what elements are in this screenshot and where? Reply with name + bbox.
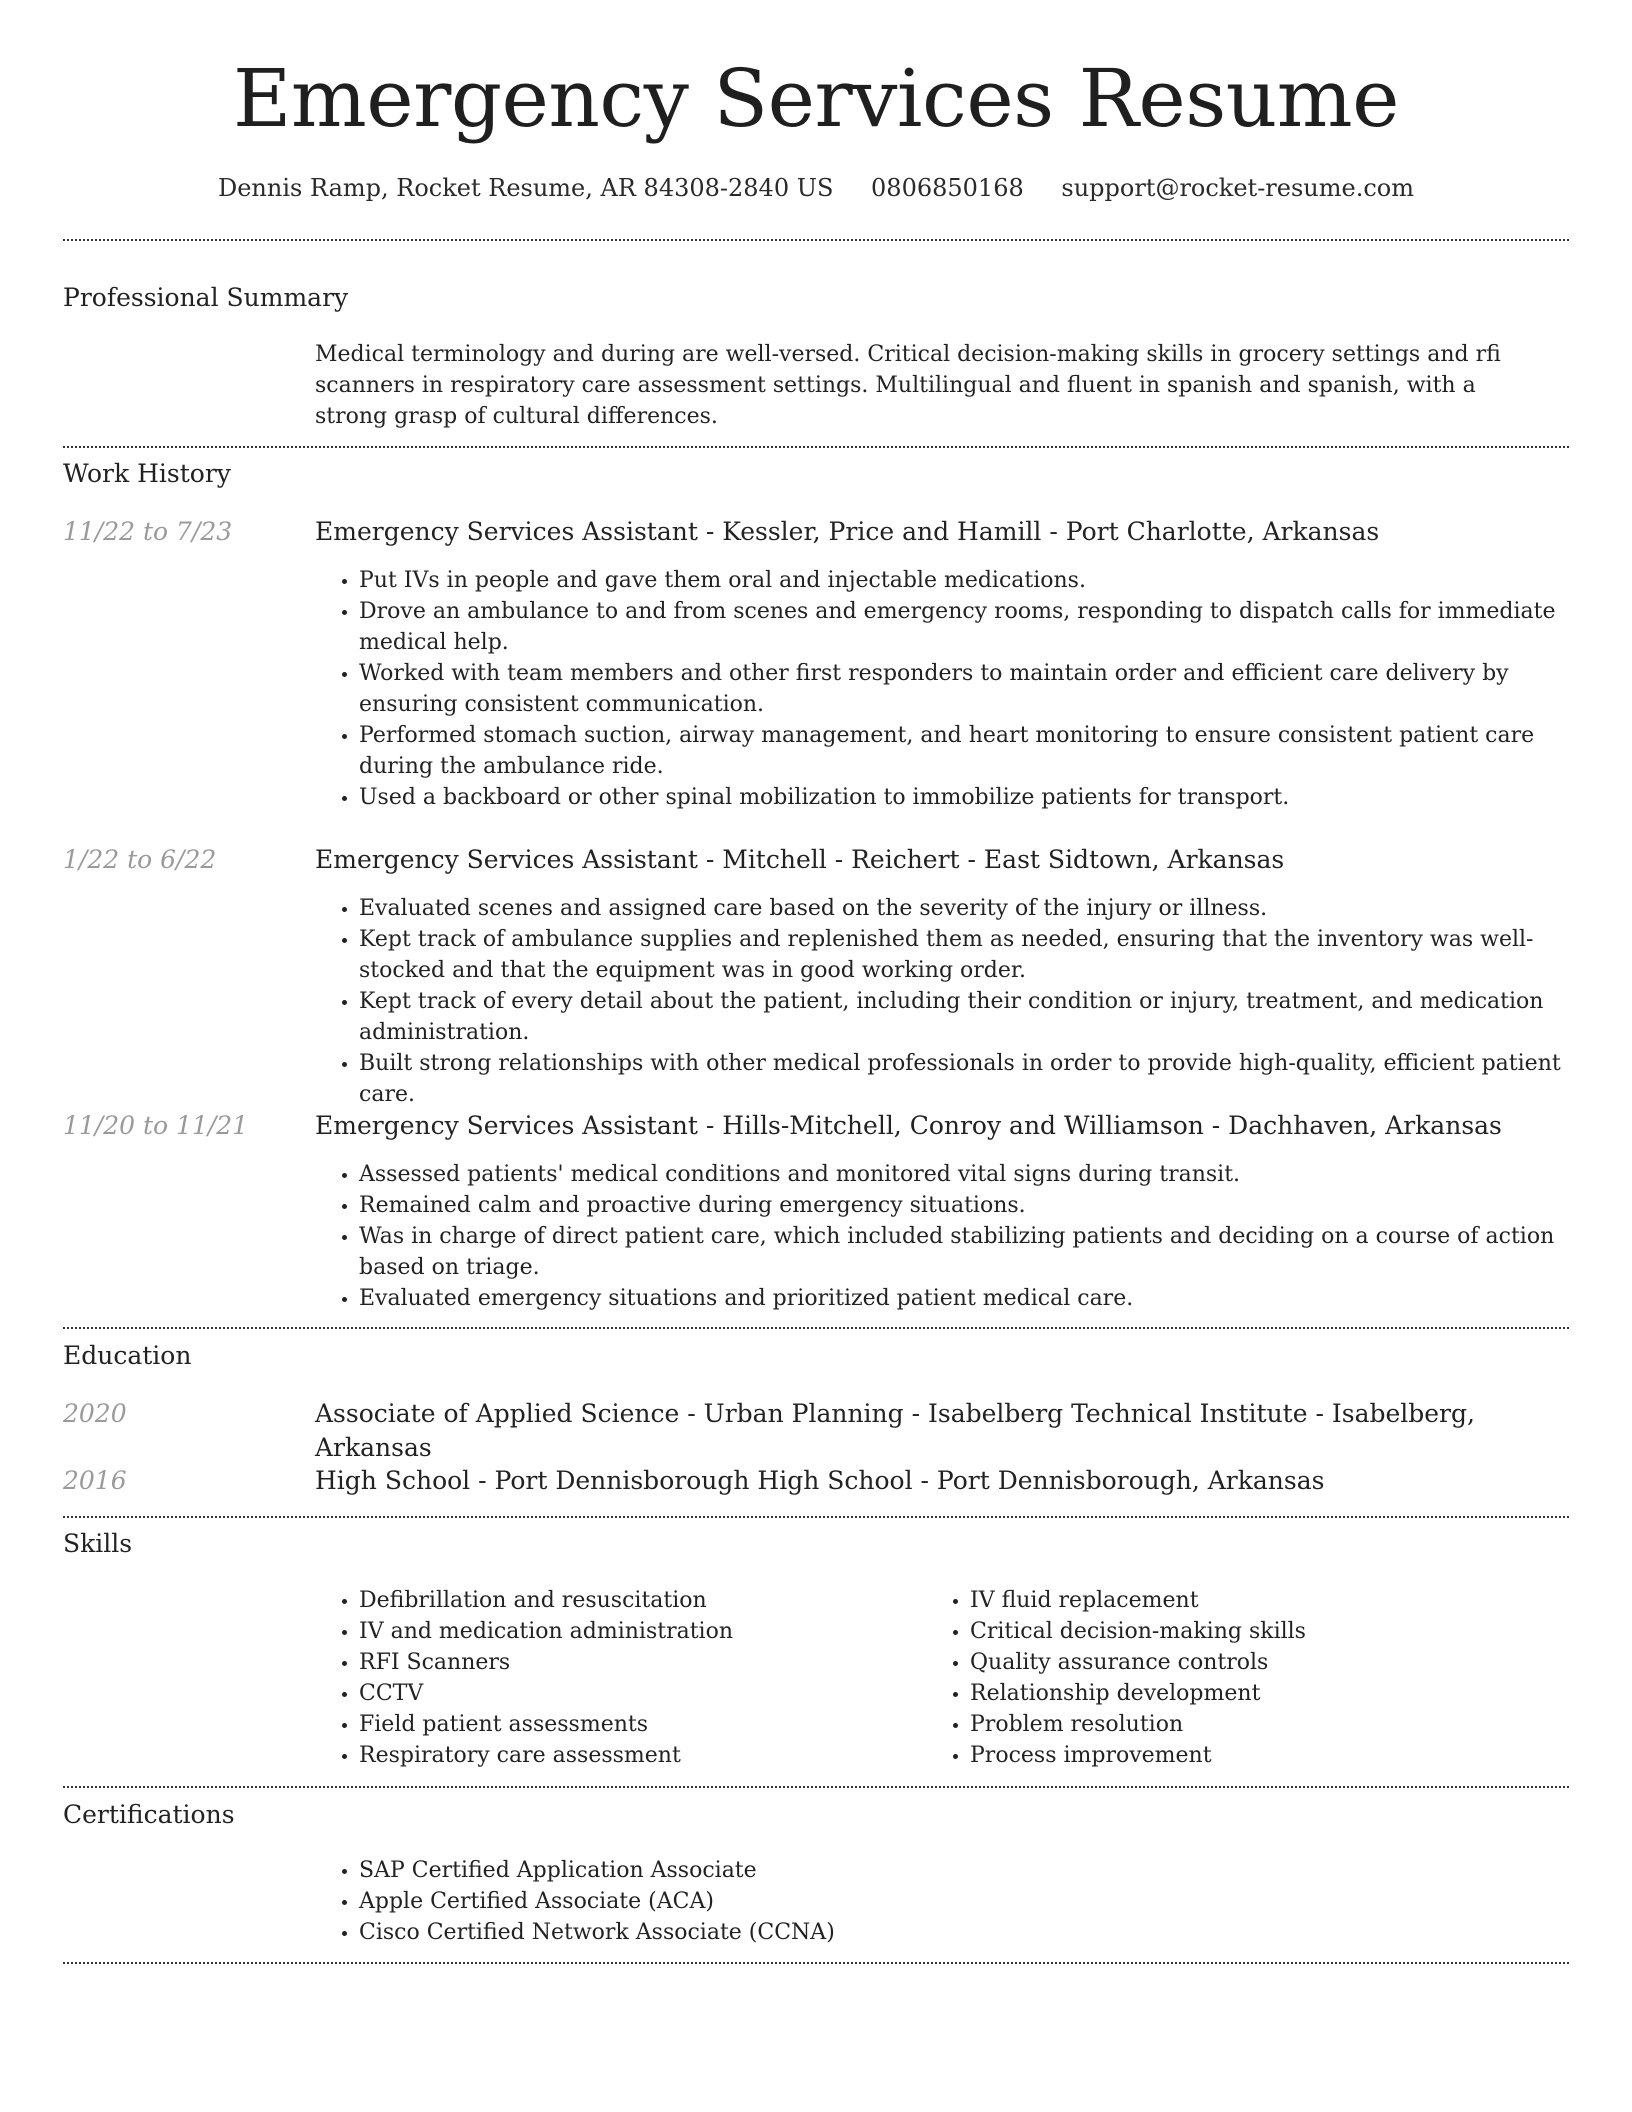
skills-heading: Skills [63, 1529, 133, 1558]
list-item: • Quality assurance controls [970, 1647, 1570, 1678]
list-item: • Problem resolution [970, 1709, 1570, 1740]
list-item: • IV fluid replacement [970, 1585, 1570, 1616]
list-item: • Evaluated emergency situations and prioritized patient medical care. [359, 1283, 1599, 1314]
list-item: • Respiratory care assessment [359, 1740, 919, 1771]
list-item: • CCTV [359, 1678, 919, 1709]
job-duties-list [315, 893, 1599, 1110]
list-item: • SAP Certified Application Associate [359, 1855, 1599, 1886]
list-item: • Relationship development [970, 1678, 1570, 1709]
list-item: • Put IVs in people and gave them oral and injectable medications. [359, 565, 1599, 596]
summary-heading: Professional Summary [63, 283, 349, 312]
contact-line [0, 170, 1632, 206]
list-item: • Process improvement [970, 1740, 1570, 1771]
list-item: • Remained calm and proactive during emergency situations. [359, 1190, 1599, 1221]
education-entry: Associate of Applied Science - Urban Planning - Isabelberg Technical Institute - Isabelberg, Arkansas [315, 1399, 1475, 1462]
job-dates: 1/22 to 6/22 [63, 845, 217, 874]
job-title: Emergency Services Assistant - Kessler, Price and Hamill - Port Charlotte, Arkansas [315, 517, 1380, 546]
summary-text: Medical terminology and during are well-versed. Critical decision-making skills in grocery settings and rfi scanners in respiratory care assessment settings. Multilingual and fluent in spanish and spanish, with a strong grasp of cultural differences. [315, 342, 1501, 429]
education-year: 2020 [63, 1399, 127, 1428]
resume-title: Emergency Services Resume [232, 52, 1399, 145]
section-divider [63, 1516, 1569, 1518]
skills-list-left [315, 1585, 919, 1771]
job-duties-list [315, 1159, 1599, 1314]
list-item: • IV and medication administration [359, 1616, 919, 1647]
job-dates: 11/22 to 7/23 [63, 517, 233, 546]
contact-address: Dennis Ramp, Rocket Resume, AR 84308-2840 US [217, 174, 834, 202]
list-item: • RFI Scanners [359, 1647, 919, 1678]
section-divider [63, 1786, 1569, 1788]
list-item: • Critical decision-making skills [970, 1616, 1570, 1647]
job-title: Emergency Services Assistant - Mitchell - Reichert - East Sidtown, Arkansas [315, 845, 1285, 874]
list-item: • Worked with team members and other first responders to maintain order and efficient care delivery by ensuring consistent communication. [359, 658, 1599, 720]
education-heading: Education [63, 1341, 192, 1370]
list-item: • Assessed patients' medical conditions and monitored vital signs during transit. [359, 1159, 1599, 1190]
list-item: • Drove an ambulance to and from scenes and emergency rooms, responding to dispatch calls for immediate medical help. [359, 596, 1599, 658]
education-year: 2016 [63, 1466, 127, 1495]
section-divider [63, 446, 1569, 448]
list-item: • Cisco Certified Network Associate (CCNA) [359, 1917, 1599, 1948]
work-history-heading: Work History [63, 459, 231, 488]
list-item: • Defibrillation and resuscitation [359, 1585, 919, 1616]
education-entry: High School - Port Dennisborough High School - Port Dennisborough, Arkansas [315, 1466, 1325, 1495]
list-item: • Field patient assessments [359, 1709, 919, 1740]
section-divider [63, 1962, 1569, 1964]
section-divider [63, 1327, 1569, 1329]
list-item: • Kept track of every detail about the patient, including their condition or injury, treatment, and medication administration. [359, 986, 1599, 1048]
list-item: • Used a backboard or other spinal mobilization to immobilize patients for transport. [359, 782, 1599, 813]
certifications-heading: Certifications [63, 1800, 235, 1829]
list-item: • Was in charge of direct patient care, which included stabilizing patients and deciding on a course of action based on triage. [359, 1221, 1599, 1283]
job-title: Emergency Services Assistant - Hills-Mitchell, Conroy and Williamson - Dachhaven, Arkansas [315, 1111, 1502, 1140]
contact-email: support@rocket-resume.com [1061, 174, 1414, 202]
list-item: • Evaluated scenes and assigned care based on the severity of the injury or illness. [359, 893, 1599, 924]
skills-list-right [926, 1585, 1570, 1771]
list-item: • Apple Certified Associate (ACA) [359, 1886, 1599, 1917]
job-duties-list [315, 565, 1599, 813]
list-item: • Kept track of ambulance supplies and replenished them as needed, ensuring that the inventory was well-stocked and that the equipment was in good working order. [359, 924, 1599, 986]
certifications-list [315, 1855, 1599, 1948]
job-dates: 11/20 to 11/21 [63, 1111, 249, 1140]
contact-phone: 0806850168 [871, 174, 1024, 202]
section-divider [63, 239, 1569, 241]
list-item: • Performed stomach suction, airway management, and heart monitoring to ensure consistent patient care during the ambulance ride. [359, 720, 1599, 782]
list-item: • Built strong relationships with other medical professionals in order to provide high-quality, efficient patient care. [359, 1048, 1599, 1110]
